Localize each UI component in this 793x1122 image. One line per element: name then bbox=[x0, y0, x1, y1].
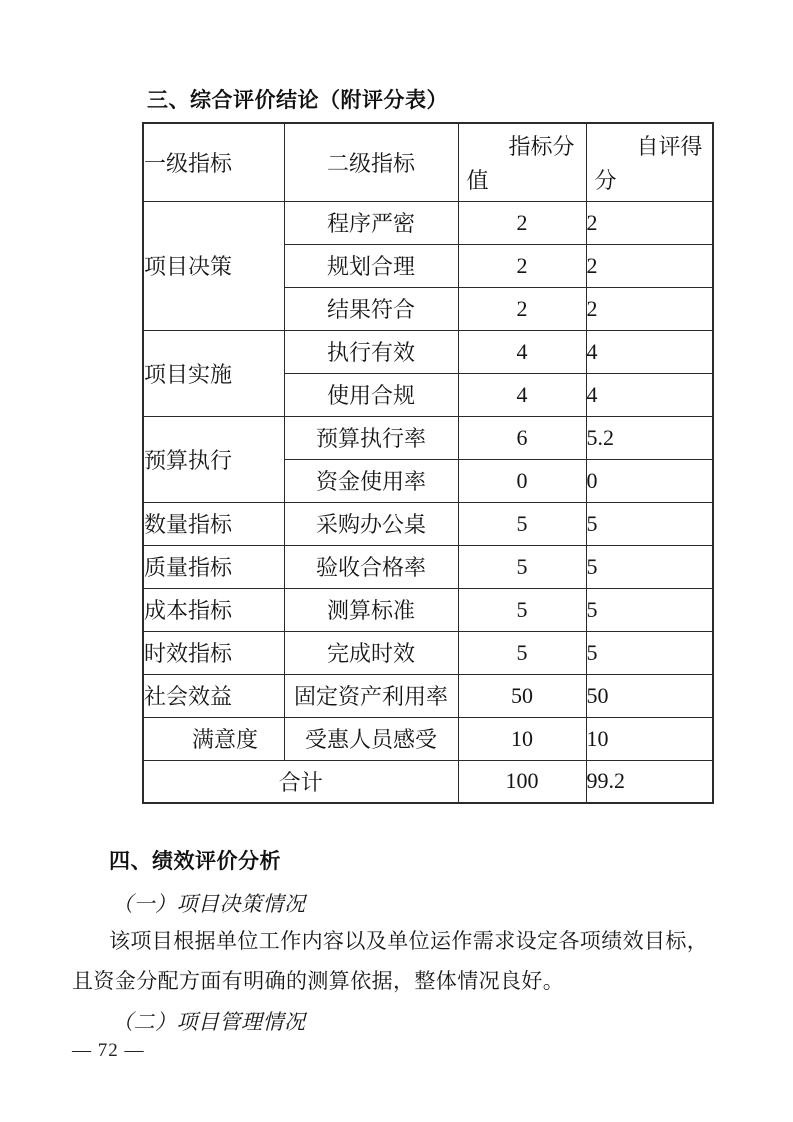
page-number: — 72 — bbox=[72, 1040, 145, 1061]
table-row bbox=[143, 631, 713, 674]
cell-self-score: 5 bbox=[586, 502, 713, 545]
cell-total-self-score: 99.2 bbox=[586, 760, 713, 803]
cell-level1: 质量指标 bbox=[143, 545, 284, 588]
header-self-line2: 分 bbox=[594, 168, 617, 194]
cell-score: 0 bbox=[458, 459, 586, 502]
header-level1: 一级指标 bbox=[143, 123, 284, 201]
header-score-line1: 指标分 bbox=[508, 134, 575, 160]
cell-self-score: 5 bbox=[586, 545, 713, 588]
table-row bbox=[143, 717, 713, 760]
cell-level1: 时效指标 bbox=[143, 631, 284, 674]
cell-self-score: 4 bbox=[586, 373, 713, 416]
cell-level2: 使用合规 bbox=[284, 373, 458, 416]
header-score bbox=[458, 123, 586, 201]
cell-score: 6 bbox=[458, 416, 586, 459]
cell-level2: 程序严密 bbox=[284, 201, 458, 244]
cell-level2: 资金使用率 bbox=[284, 459, 458, 502]
cell-total-score: 100 bbox=[458, 760, 586, 803]
cell-level2: 测算标准 bbox=[284, 588, 458, 631]
cell-level2: 固定资产利用率 bbox=[284, 674, 458, 717]
cell-score: 4 bbox=[458, 330, 586, 373]
header-level2: 二级指标 bbox=[284, 123, 458, 201]
cell-level1: 项目实施 bbox=[143, 330, 284, 416]
cell-level1: 社会效益 bbox=[143, 674, 284, 717]
cell-level1: 成本指标 bbox=[143, 588, 284, 631]
cell-score: 4 bbox=[458, 373, 586, 416]
cell-score: 50 bbox=[458, 674, 586, 717]
cell-score: 5 bbox=[458, 545, 586, 588]
cell-score: 2 bbox=[458, 287, 586, 330]
paragraph-line: 且资金分配方面有明确的测算依据，整体情况良好。 bbox=[72, 969, 565, 993]
table-header-row bbox=[143, 123, 713, 201]
score-table bbox=[142, 122, 714, 804]
cell-level2: 规划合理 bbox=[284, 244, 458, 287]
cell-level1: 数量指标 bbox=[143, 502, 284, 545]
cell-score: 2 bbox=[458, 244, 586, 287]
cell-self-score: 5 bbox=[586, 588, 713, 631]
cell-score: 10 bbox=[458, 717, 586, 760]
section4-heading: 四、绩效评价分析 bbox=[109, 850, 281, 873]
cell-total-label: 合计 bbox=[143, 760, 458, 803]
cell-self-score: 2 bbox=[586, 201, 713, 244]
cell-self-score: 4 bbox=[586, 330, 713, 373]
cell-level2: 采购办公桌 bbox=[284, 502, 458, 545]
table-row bbox=[143, 588, 713, 631]
cell-score: 2 bbox=[458, 201, 586, 244]
cell-self-score: 2 bbox=[586, 244, 713, 287]
table-row bbox=[143, 674, 713, 717]
cell-score: 5 bbox=[458, 502, 586, 545]
table-row bbox=[143, 502, 713, 545]
cell-level1: 满意度 bbox=[143, 717, 284, 760]
cell-level2: 完成时效 bbox=[284, 631, 458, 674]
table-row bbox=[143, 416, 713, 459]
section3-heading: 三、综合评价结论（附评分表） bbox=[147, 89, 448, 112]
cell-self-score: 2 bbox=[586, 287, 713, 330]
cell-level1: 项目决策 bbox=[143, 201, 284, 330]
header-score-line2: 值 bbox=[466, 168, 489, 194]
cell-self-score: 10 bbox=[586, 717, 713, 760]
table-row bbox=[143, 545, 713, 588]
cell-score: 5 bbox=[458, 588, 586, 631]
table-row bbox=[143, 201, 713, 244]
cell-level2: 预算执行率 bbox=[284, 416, 458, 459]
table-total-row bbox=[143, 760, 713, 803]
subsection2-heading: （二）项目管理情况 bbox=[112, 1010, 306, 1034]
cell-self-score: 50 bbox=[586, 674, 713, 717]
header-self-line1: 自评得 bbox=[636, 134, 703, 160]
subsection1-heading: （一）项目决策情况 bbox=[112, 892, 306, 916]
cell-level2: 验收合格率 bbox=[284, 545, 458, 588]
table-row bbox=[143, 330, 713, 373]
cell-level2: 执行有效 bbox=[284, 330, 458, 373]
cell-level2: 受惠人员感受 bbox=[284, 717, 458, 760]
header-self-score bbox=[586, 123, 713, 201]
cell-level2: 结果符合 bbox=[284, 287, 458, 330]
cell-self-score: 5 bbox=[586, 631, 713, 674]
cell-self-score: 5.2 bbox=[586, 416, 713, 459]
paragraph-line: 该项目根据单位工作内容以及单位运作需求设定各项绩效目标， bbox=[109, 929, 709, 953]
cell-level1: 预算执行 bbox=[143, 416, 284, 502]
cell-self-score: 0 bbox=[586, 459, 713, 502]
cell-score: 5 bbox=[458, 631, 586, 674]
